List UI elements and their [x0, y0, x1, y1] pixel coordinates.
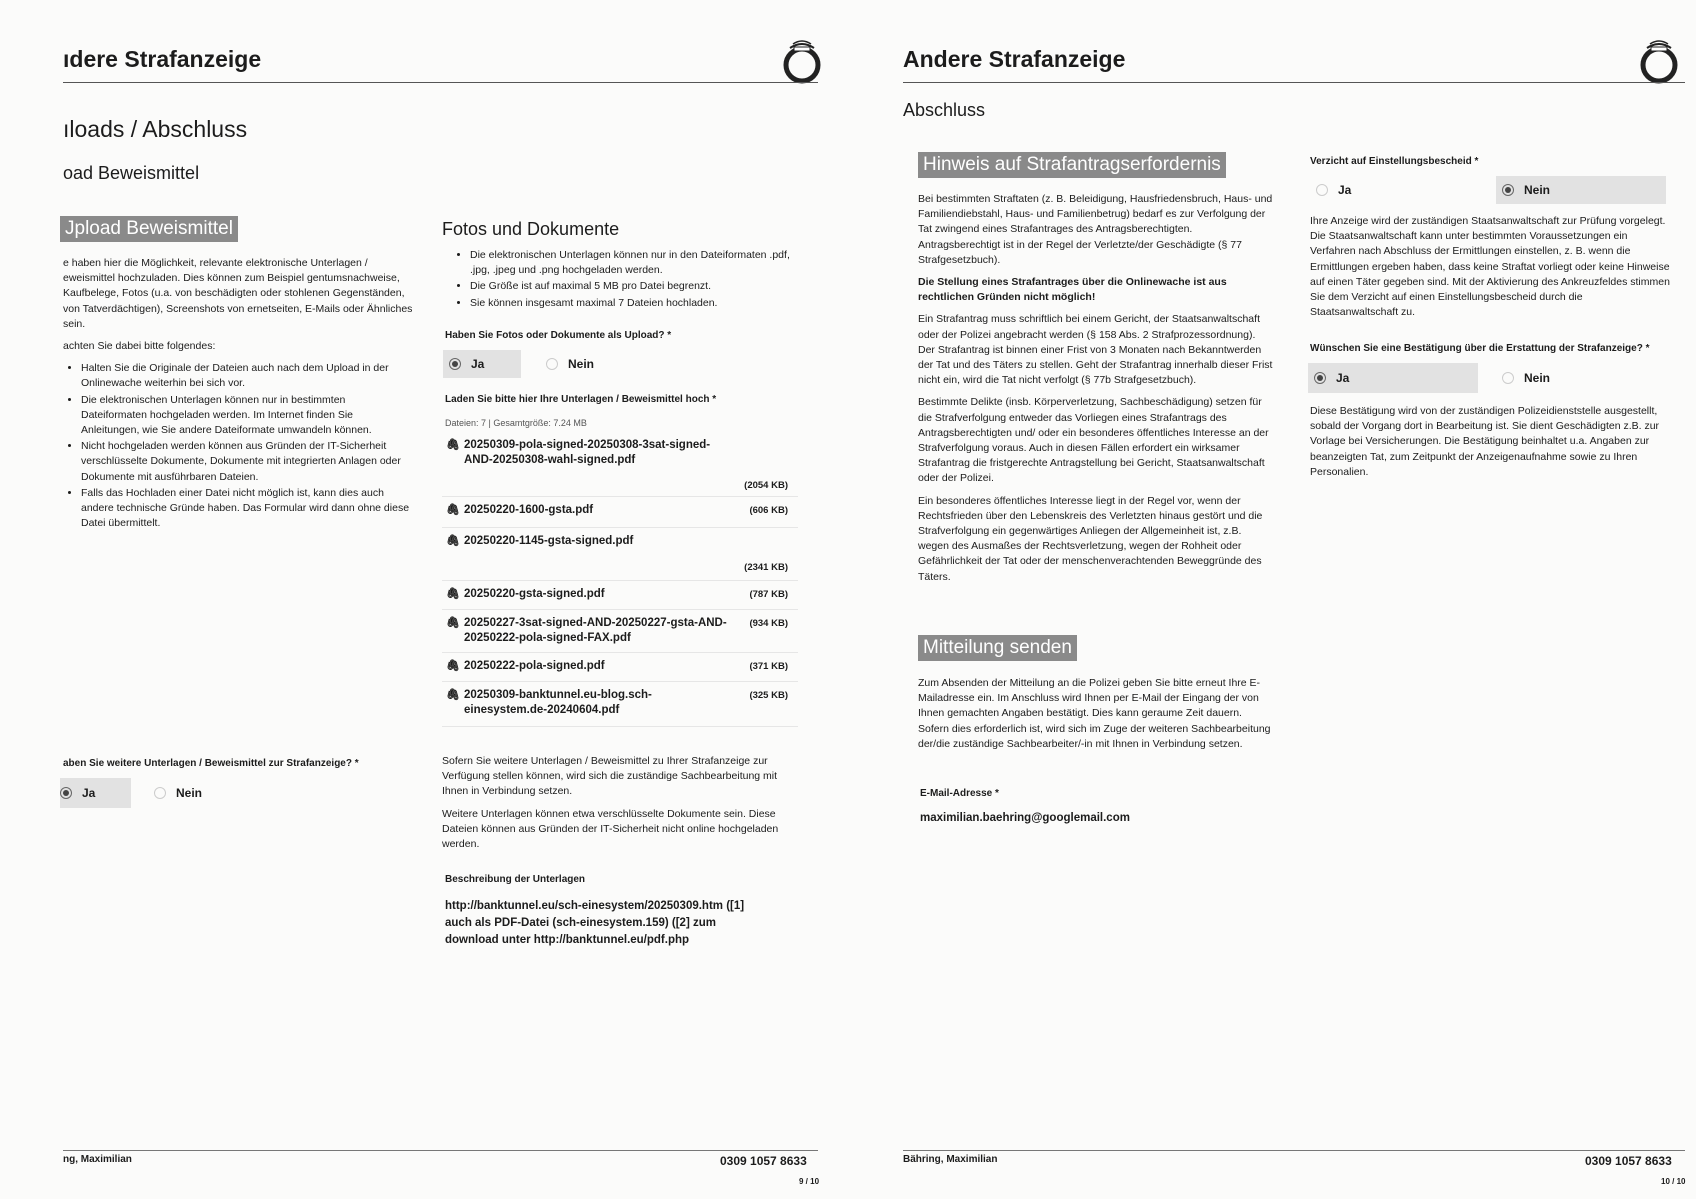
file-size: (371 KB): [749, 661, 788, 672]
upload-yes-label: Ja: [471, 357, 485, 371]
hint-text: Bestimmte Delikte (insb. Körperverletzung, Sachbeschädigung) setzen für die Strafverfolgung entweder das Vorliegen eines Strafantrags des Antragsberechtigten und/ oder ein besonderes öffentliches Interesse an der Strafverfolgung voraus. Auch in diesen Fällen erfordert ein wirksamer Strafantrag die fristgerechte Antragstellung bei Gericht, Staatsanwaltschaft oder der Polizei.: [918, 396, 1269, 485]
page-number: 10 / 10: [1661, 1177, 1686, 1186]
footer-rule: [63, 1150, 818, 1151]
more-info-text: Sofern Sie weitere Unterlagen / Beweismittel zu Ihrer Strafanzeige zur Verfügung stellen können, wird sich die zuständige Sachbearbeitung mit Ihnen in Verbindung setzen.: [442, 755, 778, 798]
notice-item: • Halten Sie die Originale der Dateien auch nach dem Upload in der Onlinewache weiterhin bei sich vor.: [81, 361, 413, 391]
hint-text: Bei bestimmten Straftaten (z. B. Beleidigung, Hausfriedensbruch, Haus- und Familiendiebstahl, Haus- und Familienbetrug) bedarf es zur Verfolgung der Tat zwingend eines Strafantrages des Antragsberechtigten. Antragsberechtigt ist in der Regel der Verletzte/der Geschädigte (§ 77 Strafgesetzbuch).: [918, 193, 1273, 266]
waiver-question-label: Verzicht auf Einstellungsbescheid *: [1310, 156, 1479, 167]
upload-intro: e haben hier die Möglichkeit, relevante elektronische Unterlagen / eweismittel hochzuladen. Dies können zum Beispiel gentumsnachweise, Kaufbelege, Fotos (u.a. von beschädigten oder stohlenen Gegenständen, von Tatverdächtigen), Screenshots von ernetseiten, E-Mails oder Ähnliches sein.: [63, 257, 413, 330]
file-name: 20250220-gsta-signed.pdf: [464, 588, 605, 600]
notice-item: • Nicht hochgeladen werden können aus Gründen der IT-Sicherheit verschlüsselte Dokumente, Dokumente mit integrierten Anlagen oder Dokumente mit ausführbaren Dateien.: [81, 439, 413, 485]
radio-icon[interactable]: [1502, 372, 1514, 384]
hint-text: Ein Strafantrag muss schriftlich bei einem Gericht, der Staatsanwaltschaft oder der Polizei angebracht werden (§ 158 Abs. 2 Strafprozessordnung). Der Strafantrag ist binnen einer Frist von 3 Monaten nach Bekanntwerden der Tat und des Täters zu stellen. Geht der Strafantrag innerhalb dieser Frist nicht ein, wird die Tat nicht verfolgt (§ 77b Strafgesetzbuch).: [918, 313, 1273, 387]
file-row[interactable]: [442, 432, 798, 497]
send-heading: Mitteilung senden: [918, 635, 1077, 661]
page-number: 9 / 10: [799, 1177, 820, 1186]
waiver-no-label: Nein: [1524, 183, 1551, 197]
footer-rule: [903, 1150, 1685, 1151]
paperclip-icon: 🖇: [446, 588, 460, 600]
photo-rules-list: [452, 248, 802, 311]
confirm-yes-option[interactable]: [1308, 363, 1478, 393]
photo-rule: • Die elektronischen Unterlagen können nur in den Dateiformaten .pdf, .jpg, .jpeg und .png hochgeladen werden.: [470, 248, 802, 278]
files-summary: Dateien: 7 | Gesamtgröße: 7.24 MB: [445, 418, 587, 428]
waiver-text: Ihre Anzeige wird der zuständigen Staatsanwaltschaft zur Prüfung vorgelegt. Die Staatsanwaltschaft kann unter bestimmten Voraussetzungen ein Verfahren nach Abschluss der Ermittlungen einstellen, z. B. wenn die Ermittlungen ergeben haben, dass keine Straftat vorliegt oder keine Hinweise auf einen Täter gegeben sind. Mit der Aktivierung des Ankreuzfeldes stimmen Sie dem Verzicht auf einen Einstellungsbescheid durch die Staatsanwaltschaft zu.: [1310, 215, 1670, 319]
file-name: 20250222-pola-signed.pdf: [464, 660, 605, 672]
radio-icon[interactable]: [1314, 372, 1326, 384]
confirm-text: Diese Bestätigung wird von der zuständigen Polizeidienststelle ausgestellt, sobald der Vorgang dort in Bearbeitung ist. Sie dient Geschädigten z.B. zur Vorlage bei Versicherungen. Die Bestätigung beinhaltet u.a. Angaben zur beanzeigten Tat, zum Zeitpunkt der Anzeigenaufnahme sowie zu Ihren Personalien.: [1310, 405, 1660, 478]
radio-icon[interactable]: [546, 358, 558, 370]
paperclip-icon: 🖇: [446, 504, 460, 516]
section-title: ıloads / Abschluss: [63, 116, 248, 142]
footer-case-number: 0309 1057 8633: [1585, 1154, 1672, 1168]
hint-warning: Die Stellung eines Strafantrages über die Onlinewache ist aus rechtlichen Gründen nicht möglich!: [918, 276, 1227, 304]
police-logo-icon: [1633, 34, 1685, 86]
file-name: 20250309-banktunnel.eu-blog.sch-einesystem.de-20240604.pdf: [464, 689, 652, 716]
waiver-no-option[interactable]: [1496, 176, 1666, 204]
radio-icon[interactable]: [1502, 184, 1514, 196]
file-size: (2341 KB): [744, 562, 788, 573]
police-logo-icon: [776, 34, 828, 86]
file-row[interactable]: [442, 610, 798, 653]
subsection-title: oad Beweismittel: [63, 163, 200, 183]
more-evidence-question-label: aben Sie weitere Unterlagen / Beweismittel zur Strafanzeige? *: [63, 758, 359, 769]
confirm-question-label: Wünschen Sie eine Bestätigung über die Erstattung der Strafanzeige? *: [1310, 343, 1650, 354]
paperclip-icon: 🖇: [446, 689, 460, 701]
confirm-yes-label: Ja: [1336, 371, 1350, 385]
footer-name: Bähring, Maximilian: [903, 1154, 998, 1165]
page-10: [848, 0, 1696, 1199]
upload-yes-option[interactable]: [443, 350, 521, 378]
page-title: Andere Strafanzeige: [903, 46, 1126, 72]
footer-case-number: 0309 1057 8633: [720, 1154, 807, 1168]
more-no-label: Nein: [176, 786, 203, 800]
more-yes-option[interactable]: [60, 778, 131, 808]
hint-heading: Hinweis auf Strafantragserfordernis: [918, 152, 1226, 178]
description-value[interactable]: http://banktunnel.eu/sch-einesystem/20250309.htm ([1] auch als PDF-Datei (sch-einesystem.159) ([2] zum download unter http://banktunnel.eu/pdf.php: [445, 900, 745, 946]
file-size: (325 KB): [749, 690, 788, 701]
notice-list: [63, 361, 413, 531]
photo-rule: • Die Größe ist auf maximal 5 MB pro Datei begrenzt.: [470, 279, 802, 294]
file-row[interactable]: [442, 682, 798, 727]
page-title: ıdere Strafanzeige: [63, 46, 262, 72]
radio-icon[interactable]: [449, 358, 461, 370]
file-size: (934 KB): [749, 618, 788, 629]
file-row[interactable]: [442, 653, 798, 682]
radio-icon[interactable]: [1316, 184, 1328, 196]
more-yes-label: Ja: [82, 786, 96, 800]
radio-icon[interactable]: [154, 787, 166, 799]
email-label: E-Mail-Adresse *: [920, 788, 999, 799]
paperclip-icon: 🖇: [446, 535, 460, 547]
waiver-yes-label: Ja: [1338, 183, 1352, 197]
notice-item: • Falls das Hochladen einer Datei nicht möglich ist, kann dies auch andere technische Gründe haben. Das Formular wird dann ohne diese Datei übermittelt.: [81, 486, 413, 532]
upload-question-label: Haben Sie Fotos oder Dokumente als Upload? *: [445, 330, 672, 341]
upload-heading: Jpload Beweismittel: [60, 216, 238, 242]
photo-rule: • Sie können insgesamt maximal 7 Dateien hochladen.: [470, 296, 802, 311]
section-title: Abschluss: [903, 100, 986, 120]
files-label: Laden Sie bitte hier Ihre Unterlagen / Beweismittel hoch *: [445, 394, 717, 405]
header-rule: [63, 82, 818, 83]
file-list: [442, 432, 798, 727]
file-name: 20250220-1600-gsta.pdf: [464, 504, 594, 516]
file-row[interactable]: [442, 497, 798, 528]
notice-lead: achten Sie dabei bitte folgendes:: [63, 340, 216, 353]
upload-intro-block: [63, 256, 413, 532]
paperclip-icon: 🖇: [446, 439, 460, 451]
upload-no-label: Nein: [568, 357, 595, 371]
confirm-no-label: Nein: [1524, 371, 1551, 385]
paperclip-icon: 🖇: [446, 660, 460, 672]
more-no-option[interactable]: [148, 778, 238, 808]
file-size: (606 KB): [749, 505, 788, 516]
file-name: 20250227-3sat-signed-AND-20250227-gsta-AND-20250222-pola-signed-FAX.pdf: [464, 617, 727, 644]
description-label: Beschreibung der Unterlagen: [445, 874, 586, 885]
page-9: [0, 0, 835, 1199]
file-row[interactable]: [442, 528, 798, 581]
upload-no-option[interactable]: [540, 350, 630, 378]
footer-name: ng, Maximilian: [63, 1154, 132, 1165]
more-info-block: [442, 754, 797, 859]
confirm-no-option[interactable]: [1496, 363, 1616, 393]
file-size: (2054 KB): [744, 480, 788, 491]
notice-item: • Die elektronischen Unterlagen können nur in bestimmten Dateiformaten hochgeladen werden. Im Internet finden Sie Anleitungen, wie Sie andere Dateiformate umwandeln können.: [81, 393, 413, 439]
radio-icon[interactable]: [60, 787, 72, 799]
hint-block: [918, 192, 1273, 592]
file-size: (787 KB): [749, 589, 788, 600]
send-text: Zum Absenden der Mitteilung an die Polizei geben Sie bitte erneut Ihre E-Mailadresse ein. Im Anschluss wird Ihnen per E-Mail der Eingang der von Ihnen gemachten Angaben bestätigt. Dies kann geraume Zeit dauern. Sofern dies erforderlich ist, wird sich im Zuge der weiteren Sachbearbeitung der/die zuständige Sachbearbeiter/-in mit Ihnen in Verbindung setzen.: [918, 677, 1271, 750]
file-name: 20250309-pola-signed-20250308-3sat-signed-AND-20250308-wahl-signed.pdf: [464, 439, 711, 466]
photo-rules-block: [452, 248, 802, 312]
more-info-text: Weitere Unterlagen können etwa verschlüsselte Dokumente sein. Diese Dateien können aus Gründen der IT-Sicherheit nicht online hochgeladen werden.: [442, 807, 779, 851]
header-rule: [903, 82, 1685, 83]
hint-text: Ein besonderes öffentliches Interesse liegt in der Regel vor, wenn der Rechtsfrieden über den Lebenskreis des Verletzten hinaus gestört und die Strafverfolgung ein gegenwärtiges Anliegen der Allgemeinheit ist, z.B. wegen des Ausmaßes der Rechtsverletzung, wegen der Rohheit oder Gefährlichkeit der Tat oder der menschenverachtenden Beweggründe des Täters.: [918, 494, 1263, 583]
paperclip-icon: 🖇: [446, 617, 460, 629]
photos-heading: Fotos und Dokumente: [442, 219, 620, 239]
email-input[interactable]: maximilian.baehring@googlemail.com: [920, 812, 1130, 824]
file-row[interactable]: [442, 581, 798, 610]
file-name: 20250220-1145-gsta-signed.pdf: [464, 535, 634, 547]
waiver-yes-option[interactable]: [1310, 176, 1400, 204]
